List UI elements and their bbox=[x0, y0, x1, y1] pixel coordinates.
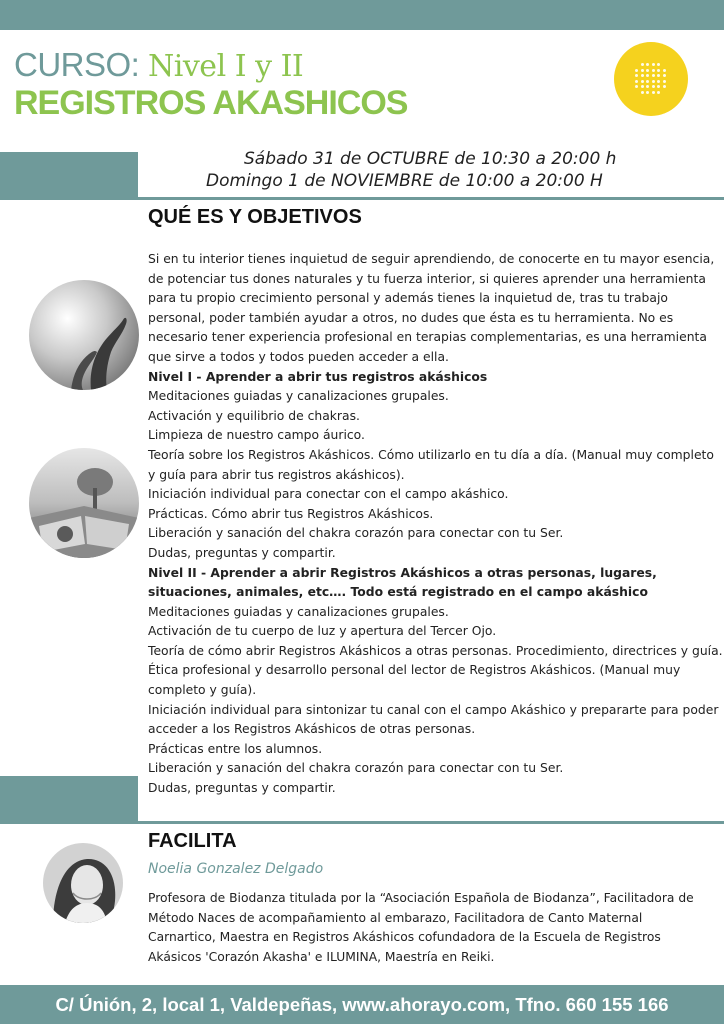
divider-line-2 bbox=[138, 821, 724, 824]
sun-dot bbox=[635, 69, 638, 72]
sun-dot bbox=[641, 69, 644, 72]
sun-dot bbox=[657, 63, 660, 66]
divider-line bbox=[138, 197, 724, 200]
list-item: Prácticas entre los alumnos. bbox=[148, 741, 323, 756]
sun-dot bbox=[663, 69, 666, 72]
date-sunday: Domingo 1 de NOVIEMBRE de 10:00 a 20:00 H bbox=[206, 171, 603, 191]
list-item: Liberación y sanación del chakra corazón para conectar con tu Ser. bbox=[148, 526, 564, 541]
sun-dot bbox=[652, 63, 655, 66]
course-label bbox=[14, 46, 303, 84]
hands-light-image bbox=[29, 280, 139, 390]
sun-dot bbox=[646, 85, 649, 88]
list-item: Teoría de cómo abrir Registros Akáshicos a otras personas. Procedimiento, directrices y guía. Ética profesional y desarrollo personal del lector de Registros Akáshicos. (Manual muy completo y guía). bbox=[148, 643, 723, 698]
sun-dot bbox=[657, 85, 660, 88]
footer-bar bbox=[0, 985, 724, 1024]
sun-dot bbox=[646, 63, 649, 66]
facilitator-name: Noelia Gonzalez Delgado bbox=[148, 861, 324, 877]
list-item: Meditaciones guiadas y canalizaciones grupales. bbox=[148, 389, 449, 404]
list-item: Meditaciones guiadas y canalizaciones grupales. bbox=[148, 604, 449, 619]
book-tree-image bbox=[29, 448, 139, 558]
sun-dot bbox=[641, 91, 644, 94]
section-heading-objetivos: QUÉ ES Y OBJETIVOS bbox=[148, 206, 362, 228]
list-item: Iniciación individual para sintonizar tu canal con el campo Akáshico y prepararte para poder acceder a los Registros Akáshicos de otras personas. bbox=[148, 702, 719, 737]
sun-icon bbox=[614, 42, 688, 116]
sun-dot bbox=[652, 80, 655, 83]
intro-paragraph: Si en tu interior tienes inquietud de seguir aprendiendo, de conocerte en tu mayor esencia, de potenciar tus dones naturales y tu fuerza interior, si quieres aprender una herramienta para tu propio crecimiento personal y además tienes la inquietud de, tras tu trabajo personal, poder también ayudar a otros, no dudes que ésta es tu herramienta. No es necesario tener experiencia profesional en terapias complementarias, es una herramienta que sirve a todos y todos pueden acceder a ella. bbox=[148, 252, 715, 364]
sun-dot bbox=[657, 69, 660, 72]
sun-dot bbox=[663, 85, 666, 88]
list-item: Activación de tu cuerpo de luz y apertura del Tercer Ojo. bbox=[148, 624, 497, 639]
facilitator-portrait bbox=[43, 843, 123, 923]
list-item: Limpieza de nuestro campo áurico. bbox=[148, 428, 365, 443]
list-item: Liberación y sanación del chakra corazón para conectar con tu Ser. bbox=[148, 761, 564, 776]
sun-dot bbox=[657, 74, 660, 77]
list-item: Teoría sobre los Registros Akáshicos. Cómo utilizarlo en tu día a día. (Manual muy completo y guía para abrir tus registros akáshicos). bbox=[148, 447, 714, 482]
left-accent-block bbox=[0, 152, 138, 200]
sun-dot bbox=[646, 74, 649, 77]
sun-dot bbox=[635, 85, 638, 88]
top-band bbox=[0, 0, 724, 30]
curso-word: CURSO: bbox=[14, 46, 140, 83]
sun-dot bbox=[663, 74, 666, 77]
sun-dot bbox=[652, 91, 655, 94]
sun-dot bbox=[641, 85, 644, 88]
sun-dot bbox=[646, 80, 649, 83]
sun-dot bbox=[652, 69, 655, 72]
footer-contact: C/ Únión, 2, local 1, Valdepeñas, www.ahorayo.com, Tfno. 660 155 166 bbox=[55, 994, 669, 1015]
sun-dot bbox=[652, 74, 655, 77]
date-saturday: Sábado 31 de OCTUBRE de 10:30 a 20:00 h bbox=[244, 149, 617, 169]
sun-dots-icon bbox=[635, 63, 667, 95]
section-heading-facilita: FACILITA bbox=[148, 830, 237, 852]
sun-dot bbox=[657, 91, 660, 94]
list-item: Dudas, preguntas y compartir. bbox=[148, 545, 336, 560]
nivel1-heading: Nivel I - Aprender a abrir tus registros akáshicos bbox=[148, 369, 488, 384]
list-item: Iniciación individual para conectar con el campo akáshico. bbox=[148, 487, 509, 502]
sun-dot bbox=[635, 80, 638, 83]
list-item: Prácticas. Cómo abrir tus Registros Akáshicos. bbox=[148, 506, 434, 521]
sun-dot bbox=[663, 80, 666, 83]
sun-dot bbox=[657, 80, 660, 83]
sun-dot bbox=[652, 85, 655, 88]
course-level: Nivel I y II bbox=[148, 49, 304, 84]
sun-dot bbox=[635, 74, 638, 77]
page-title: REGISTROS AKASHICOS bbox=[14, 84, 408, 122]
list-item: Dudas, preguntas y compartir. bbox=[148, 781, 336, 796]
list-item: Activación y equilibrio de chakras. bbox=[148, 408, 360, 423]
sun-dot bbox=[646, 91, 649, 94]
facilitator-bio: Profesora de Biodanza titulada por la “Asociación Española de Biodanza”, Facilitadora de Método Naces de acompañamiento al embarazo, Facilitadora de Canto Maternal Carnartico, Maestra en Registros Akáshicos cofundadora de la Escuela de Registros Akásicos 'Corazón Akasha' e ILUMINA, Maestría en Reiki. bbox=[148, 891, 694, 964]
sun-dot bbox=[641, 80, 644, 83]
objetivos-body bbox=[148, 250, 724, 799]
course-dates bbox=[150, 148, 670, 192]
sun-dot bbox=[641, 74, 644, 77]
left-accent-block-2 bbox=[0, 776, 138, 824]
sun-dot bbox=[646, 69, 649, 72]
sun-dot bbox=[641, 63, 644, 66]
nivel2-heading: Nivel II - Aprender a abrir Registros Akáshicos a otras personas, lugares, situaciones, animales, etc…. Todo está registrado en el campo akáshico bbox=[148, 565, 657, 600]
